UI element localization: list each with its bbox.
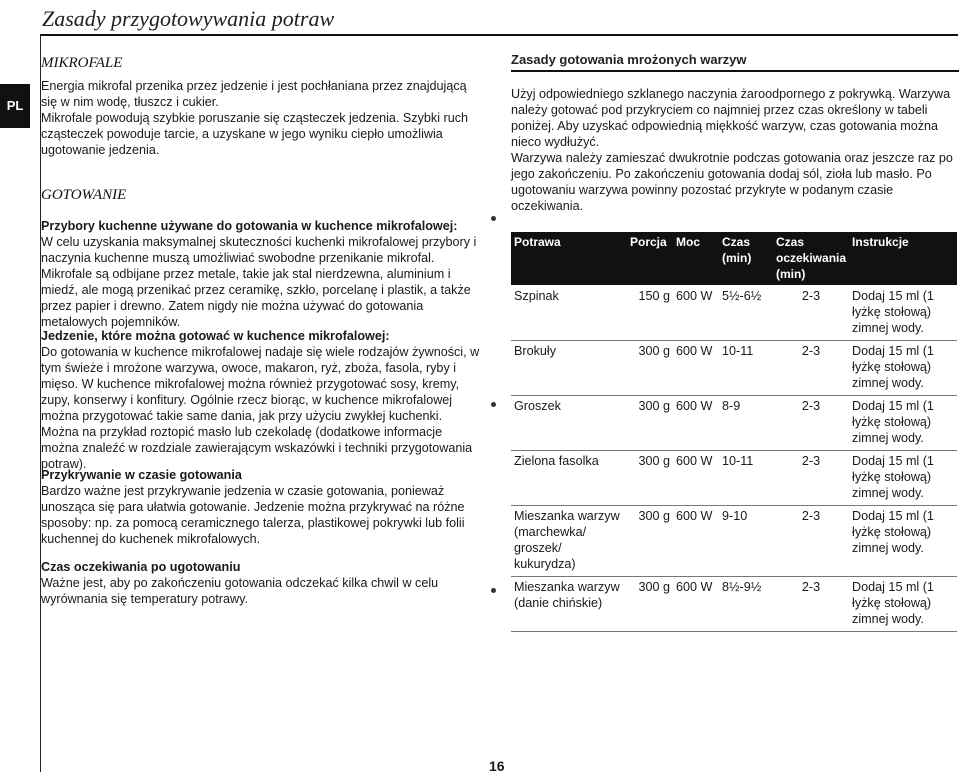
header-portion: Porcja [627, 232, 673, 285]
title-rule [40, 34, 958, 36]
cell-power: 600 W [673, 396, 719, 451]
table-row [511, 285, 957, 341]
cell-portion: 300 g [627, 396, 673, 451]
cell-time: 9-10 [719, 506, 773, 577]
cell-dish: Groszek [511, 396, 627, 451]
cell-portion: 300 g [627, 451, 673, 506]
cell-instructions: Dodaj 15 ml (1 łyżkę stołową) zimnej wody. [849, 396, 957, 451]
section-utensils [41, 218, 481, 330]
cell-instructions: Dodaj 15 ml (1 łyżkę stołową) zimnej wody. [849, 285, 957, 341]
subhead: Przybory kuchenne używane do gotowania w kuchence mikrofalowej: [41, 219, 458, 233]
paragraph: Mikrofale powodują szybkie poruszanie się cząsteczek jedzenia. Szybki ruch cząsteczek powoduje tarcie, a uzyskane w jego wyniku ciepło umożliwia ugotowanie jedzenia. [41, 111, 468, 157]
cell-standing-time: 2-3 [773, 396, 849, 451]
cell-standing-time: 2-3 [773, 341, 849, 396]
cell-portion: 300 g [627, 341, 673, 396]
cell-time: 10-11 [719, 451, 773, 506]
header-power: Moc [673, 232, 719, 285]
header-instructions: Instrukcje [849, 232, 957, 285]
cell-time: 10-11 [719, 341, 773, 396]
cell-standing-time: 2-3 [773, 451, 849, 506]
cell-power: 600 W [673, 341, 719, 396]
table-row [511, 506, 957, 577]
frozen-vegetables-text [511, 86, 957, 214]
header-dish: Potrawa [511, 232, 627, 285]
subhead: Czas oczekiwania po ugotowaniu [41, 560, 241, 574]
paragraph: Do gotowania w kuchence mikrofalowej nadaje się wiele rodzajów żywności, w tym świeże i mrożone warzywa, owoce, makaron, ryż, zboża, fasola, ryby i mięso. W kuchence mikrofalowej można również przygotować sosy, kremy, zupy, konserwy i konfitury. Ogólnie rzecz biorąc, w kuchence mikrofalowej można przygotować takie same dania, jak przy użyciu zwykłej kuchenki. Można na przykład roztopić masło lub czekoladę (dodatkowe informacje można znaleźć w rozdziale zawierającym wskazówki i techniki przygotowania potraw). [41, 345, 480, 471]
table-body [511, 285, 957, 632]
cell-dish: Mieszanka warzyw (marchewka/ groszek/ kukurydza) [511, 506, 627, 577]
mikrofale-text [41, 78, 471, 158]
cell-instructions: Dodaj 15 ml (1 łyżkę stołową) zimnej wody. [849, 341, 957, 396]
right-title-rule [511, 70, 959, 72]
subhead: Przykrywanie w czasie gotowania [41, 468, 242, 482]
paragraph: W celu uzyskania maksymalnej skuteczności kuchenki mikrofalowej przybory i naczynia kuchenne muszą umożliwiać swobodne przenikanie mikrofal. Mikrofale są odbijane przez metale, takie jak stal nierdzewna, aluminium i miedź, ale mogą przenikać przez ceramikę, szkło, porcelanę i plastik, a także przez papier i drewno. Zatem nigdy nie można używać do gotowania metalowych pojemników. [41, 235, 477, 329]
cell-power: 600 W [673, 451, 719, 506]
cell-time: 5½-6½ [719, 285, 773, 341]
subhead: Jedzenie, które można gotować w kuchence mikrofalowej: [41, 329, 390, 343]
cell-portion: 300 g [627, 577, 673, 632]
cell-portion: 150 g [627, 285, 673, 341]
cell-standing-time: 2-3 [773, 577, 849, 632]
header-time: Czas (min) [719, 232, 773, 285]
bullet-dot [491, 402, 496, 407]
cell-dish: Mieszanka warzyw (danie chińskie) [511, 577, 627, 632]
cell-time: 8½-9½ [719, 577, 773, 632]
cell-power: 600 W [673, 506, 719, 577]
table-header-row [511, 232, 957, 285]
language-tab: PL [0, 84, 30, 128]
section-heading-mikrofale: MIKROFALE [41, 55, 123, 71]
page-number: 16 [489, 758, 505, 774]
section-covering [41, 467, 481, 547]
table-row [511, 451, 957, 506]
section-heading-gotowanie: GOTOWANIE [41, 187, 127, 203]
paragraph: Użyj odpowiedniego szklanego naczynia żaroodpornego z pokrywką. Warzywa należy gotować pod przykryciem co najmniej przez czas określony w tabeli poniżej. Aby uzyskać odpowiednią miękkość warzyw, czas gotowania można nieco wydłużyć. [511, 87, 951, 149]
cell-portion: 300 g [627, 506, 673, 577]
header-standing-time: Czas oczekiwania (min) [773, 232, 849, 285]
cell-instructions: Dodaj 15 ml (1 łyżkę stołową) zimnej wody. [849, 451, 957, 506]
cell-dish: Zielona fasolka [511, 451, 627, 506]
cell-time: 8-9 [719, 396, 773, 451]
cell-power: 600 W [673, 285, 719, 341]
table-row [511, 396, 957, 451]
cell-power: 600 W [673, 577, 719, 632]
cell-dish: Szpinak [511, 285, 627, 341]
frozen-vegetables-title: Zasady gotowania mrożonych warzyw [511, 52, 747, 67]
paragraph: Energia mikrofal przenika przez jedzenie i jest pochłaniana przez znajdującą się w nim wodę, tłuszcz i cukier. [41, 79, 467, 109]
bullet-dot [491, 588, 496, 593]
paragraph: Warzywa należy zamieszać dwukrotnie podczas gotowania oraz jeszcze raz po jego zakończeniu. Po zakończeniu gotowania dodaj sól, zioła lub masło. Po ugotowaniu warzywa powinny pozostać przykryte w podanym czasie oczekiwania. [511, 151, 953, 213]
bullet-dot [491, 216, 496, 221]
cell-standing-time: 2-3 [773, 506, 849, 577]
table-row [511, 341, 957, 396]
vegetables-table [511, 232, 957, 632]
paragraph: Bardzo ważne jest przykrywanie jedzenia w czasie gotowania, ponieważ unosząca się para ułatwia gotowanie. Jedzenie można przykrywać na różne sposoby: np. za pomocą ceramicznego talerza, plastikowej pokrywki lub folii kuchennej do kuchenek mikrofalowych. [41, 484, 465, 546]
cell-instructions: Dodaj 15 ml (1 łyżkę stołową) zimnej wody. [849, 506, 957, 577]
section-food [41, 328, 481, 472]
page-title: Zasady przygotowywania potraw [42, 6, 335, 31]
table-row [511, 577, 957, 632]
paragraph: Ważne jest, aby po zakończeniu gotowania odczekać kilka chwil w celu wyrównania się temperatury potrawy. [41, 576, 439, 606]
section-standing-time [41, 559, 451, 607]
cell-instructions: Dodaj 15 ml (1 łyżkę stołową) zimnej wody. [849, 577, 957, 632]
cell-dish: Brokuły [511, 341, 627, 396]
cell-standing-time: 2-3 [773, 285, 849, 341]
